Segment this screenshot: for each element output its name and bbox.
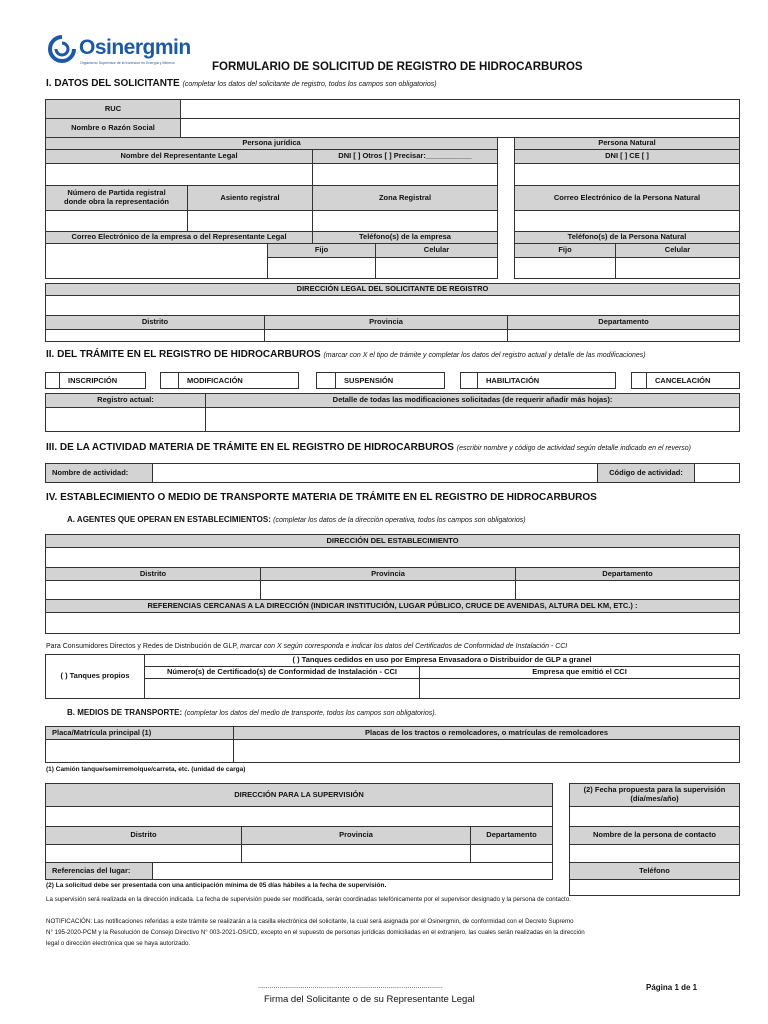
departamento-label: Departamento	[507, 315, 740, 330]
razon-social-input[interactable]	[180, 118, 740, 138]
section-4a-note: (completar los datos de la direcciòn operativa, todos los campos son obligatorios)	[273, 517, 526, 524]
rep-legal-label: Nombre del Representante Legal	[45, 149, 313, 164]
fecha-propuesta-line1: (2) Fecha propuesta para la supervisión	[583, 785, 726, 795]
correo-natural-label: Correo Electrónico de la Persona Natural	[514, 185, 740, 211]
section-3-note: (escribir nombre y código de actividad según detalle indicado en el reverso)	[456, 445, 692, 452]
zona-input[interactable]	[312, 210, 498, 232]
celular-empresa-input[interactable]	[375, 257, 498, 279]
partida-label-line1: Número de Partida registral	[67, 188, 166, 198]
section-4-title: IV. ESTABLECIMIENTO O MEDIO DE TRANSPORTE MATERIA DE TRÁMITE EN EL REGISTRO DE HIDROCARBUROS	[46, 492, 597, 503]
est-provincia-input[interactable]	[260, 580, 516, 600]
empresa-cci-label: Empresa que emitió el CCI	[419, 666, 740, 679]
sup-distrito-label: Distrito	[45, 826, 242, 845]
dni-otros-input[interactable]	[312, 163, 498, 186]
razon-social-label: Nombre o Razón Social	[45, 118, 181, 138]
direccion-establecimiento-input[interactable]	[45, 547, 740, 568]
dni-otros-label: DNI [ ] Otros [ ] Precisar:___________	[312, 149, 498, 164]
sup-departamento-input[interactable]	[470, 844, 553, 863]
zona-label: Zona Registral	[312, 185, 498, 211]
telefono-empresa-label: Teléfono(s) de la empresa	[312, 231, 498, 244]
provincia-label: Provincia	[264, 315, 508, 330]
signature-label: Firma del Solicitante o de su Representante Legal	[264, 994, 475, 1005]
footnote-1: (1) Camión tanque/semirremolque/carreta, etc. (unidad de carga)	[46, 766, 246, 773]
est-departamento-label: Departamento	[515, 567, 740, 581]
sup-provincia-input[interactable]	[241, 844, 471, 863]
section-4b-note: (completar los datos del medio de transporte, todos los campos son obligatorios).	[184, 710, 437, 717]
celular-natural-label: Celular	[615, 243, 740, 258]
rep-legal-input[interactable]	[45, 163, 313, 186]
notificacion-line1: NOTIFICACIÓN: Las notificaciones referidas a este trámite se realizarán a la casilla electrónica del solicitante, la cual será asignada por el Osinergmin, de conformidad con el Decreto Supremo	[46, 918, 574, 925]
form-title: FORMULARIO DE SOLICITUD DE REGISTRO DE HIDROCARBUROS	[212, 61, 583, 73]
telefono-natural-label: Teléfono(s) de la Persona Natural	[514, 231, 740, 244]
provincia-input[interactable]	[264, 329, 508, 342]
section-3-title	[46, 442, 691, 453]
telefono-contacto-input[interactable]	[569, 879, 740, 896]
placas-tractos-label: Placas de los tractos o remolcadores, o matrículas de remolcadores	[233, 726, 740, 740]
sup-distrito-input[interactable]	[45, 844, 242, 863]
habilitacion-option[interactable]: HABILITACIÓN	[477, 372, 616, 389]
signature-line: ...............................................................................................	[258, 983, 443, 990]
asiento-label: Asiento registral	[187, 185, 313, 211]
page-number: Página 1 de 1	[646, 983, 698, 992]
modificacion-checkbox[interactable]	[160, 372, 179, 389]
placa-principal-label: Placa/Matrícula principal (1)	[45, 726, 234, 740]
partida-label-line2: donde obra la representación	[63, 197, 170, 206]
direccion-supervision-header: DIRECCIÓN PARA LA SUPERVISIÓN	[45, 783, 553, 807]
fijo-natural-input[interactable]	[514, 257, 616, 279]
referencias-lugar-input[interactable]	[152, 862, 553, 880]
glp-note-detail: marcar con X según corresponda e indicar los datos del Certificados de Conformidad de Instalación - CCI	[240, 643, 568, 650]
fijo-empresa-input[interactable]	[267, 257, 376, 279]
tanques-cedidos-option[interactable]: ( ) Tanques cedidos en uso por Empresa Envasadora o Distribuidor de GLP a granel	[144, 654, 740, 667]
fijo-empresa-label: Fijo	[267, 243, 376, 258]
suspension-option[interactable]: SUSPENSIÓN	[335, 372, 445, 389]
partida-label	[45, 185, 188, 211]
partida-input[interactable]	[45, 210, 188, 232]
sup-departamento-label: Departamento	[470, 826, 553, 845]
sup-provincia-label: Provincia	[241, 826, 471, 845]
est-distrito-input[interactable]	[45, 580, 261, 600]
modificacion-option[interactable]: MODIFICACIÓN	[178, 372, 299, 389]
referencias-header: REFERENCIAS CERCANAS A LA DIRECCIÓN (INDICAR INSTITUCIÓN, LUGAR PÚBLICO, CRUCE DE AVENIDAS, ALTURA DEL KM, ETC.) :	[45, 599, 740, 613]
telefono-contacto-label: Teléfono	[569, 862, 740, 880]
correo-empresa-input[interactable]	[45, 243, 268, 279]
fecha-propuesta-line2: (día/mes/año)	[630, 794, 679, 803]
est-departamento-input[interactable]	[515, 580, 740, 600]
est-distrito-label: Distrito	[45, 567, 261, 581]
section-2-note: (marcar con X el tipo de trámite y completar los datos del registro actual y detalle de las modificaciones)	[323, 352, 646, 359]
distrito-label: Distrito	[45, 315, 265, 330]
section-4b-heading: B. MEDIOS DE TRANSPORTE:	[67, 708, 183, 717]
logo-tagline: Organismo Supervisor de la Inversión en Energía y Minería	[80, 61, 175, 65]
nombre-contacto-input[interactable]	[569, 844, 740, 863]
footnote-2b: La supervisión será realizada en la dirección indicada. La fecha de supervisión puede ser modificada, serán coordinadas telefónicamente por el supervisor designado y la persona de contacto.	[46, 896, 571, 903]
logo	[48, 35, 208, 71]
ruc-label: RUC	[45, 99, 181, 119]
departamento-input[interactable]	[507, 329, 740, 342]
direccion-establecimiento-header: DIRECCIÓN DEL ESTABLECIMIENTO	[45, 534, 740, 548]
tanques-propios-option[interactable]: ( ) Tanques propios	[45, 654, 145, 699]
asiento-input[interactable]	[187, 210, 313, 232]
est-provincia-label: Provincia	[260, 567, 516, 581]
celular-empresa-label: Celular	[375, 243, 498, 258]
fecha-propuesta-label	[569, 783, 740, 807]
glp-note	[46, 643, 567, 650]
direccion-supervision-input[interactable]	[45, 806, 553, 827]
section-4a-heading: A. AGENTES QUE OPERAN EN ESTABLECIMIENTOS:	[67, 515, 271, 524]
detalle-modificaciones-label: Detalle de todas las modificaciones solicitadas (de requerir añadir más hojas):	[205, 393, 740, 408]
num-certificado-input[interactable]	[144, 678, 420, 699]
referencias-input[interactable]	[45, 612, 740, 634]
cancelacion-checkbox[interactable]	[631, 372, 647, 389]
footnote-2a: (2) La solicitud debe ser presentada con una anticipación mínima de 05 días hábiles a la fecha de supervisión.	[46, 882, 387, 889]
notificacion-line3: legal o dirección electrónica que se haya autorizado.	[46, 940, 191, 947]
section-4a-title	[67, 515, 526, 524]
dni-ce-label: DNI [ ] CE [ ]	[514, 149, 740, 164]
persona-juridica-header: Persona jurídica	[45, 137, 498, 150]
notificacion-line2: N° 195-2020-PCM y la Resolución de Consejo Directivo N° 003-2021-OS/CD, excepto en el supuesto de personas jurídicas domiciliadas en el extranjero, las cuales serán realizadas en la dirección	[46, 929, 585, 936]
fecha-propuesta-input[interactable]	[569, 806, 740, 827]
glp-note-lead: Para Consumidores Directos y Redes de Distribución de GLP,	[46, 643, 239, 650]
inscripcion-checkbox[interactable]	[45, 372, 60, 389]
section-4b-title	[67, 708, 437, 717]
celular-natural-input[interactable]	[615, 257, 740, 279]
suspension-checkbox[interactable]	[316, 372, 336, 389]
registro-actual-label: Registro actual:	[45, 393, 206, 408]
persona-natural-header: Persona Natural	[514, 137, 740, 150]
cancelacion-option[interactable]: CANCELACIÓN	[646, 372, 740, 389]
num-certificado-label: Número(s) de Certificado(s) de Conformidad de Instalación - CCI	[144, 666, 420, 679]
placa-principal-input[interactable]	[45, 739, 234, 763]
codigo-actividad-label: Código de actividad:	[597, 463, 695, 483]
section-1-note: (completar los datos del solicitante de registro, todos los campos son obligatorios)	[182, 81, 437, 88]
correo-natural-input[interactable]	[514, 210, 740, 232]
fijo-natural-label: Fijo	[514, 243, 616, 258]
habilitacion-checkbox[interactable]	[460, 372, 478, 389]
direccion-legal-input[interactable]	[45, 295, 740, 316]
placas-tractos-input[interactable]	[233, 739, 740, 763]
logo-name: Osinergmin	[79, 36, 191, 59]
section-2-title	[46, 349, 646, 360]
nombre-actividad-input[interactable]	[152, 463, 598, 483]
correo-empresa-label: Correo Electrónico de la empresa o del Representante Legal	[45, 231, 313, 244]
section-1-heading: I. DATOS DEL SOLICITANTE	[46, 78, 180, 89]
empresa-cci-input[interactable]	[419, 678, 740, 699]
distrito-input[interactable]	[45, 329, 265, 342]
inscripcion-option[interactable]: INSCRIPCIÓN	[59, 372, 146, 389]
referencias-lugar-label: Referencias del lugar:	[45, 862, 153, 880]
osinergmin-logo-icon	[48, 35, 76, 63]
ruc-input[interactable]	[180, 99, 740, 119]
nombre-contacto-label: Nombre de la persona de contacto	[569, 826, 740, 845]
section-2-heading: II. DEL TRÁMITE EN EL REGISTRO DE HIDROCARBUROS	[46, 349, 321, 360]
nombre-actividad-label: Nombre de actividad:	[45, 463, 153, 483]
direccion-legal-header: DIRECCIÓN LEGAL DEL SOLICITANTE DE REGISTRO	[45, 283, 740, 296]
registro-actual-input[interactable]	[45, 407, 206, 432]
section-3-heading: III. DE LA ACTIVIDAD MATERIA DE TRÁMITE EN EL REGISTRO DE HIDROCARBUROS	[46, 442, 454, 453]
dni-ce-input[interactable]	[514, 163, 740, 186]
section-1-title	[46, 78, 437, 89]
detalle-modificaciones-input[interactable]	[205, 407, 740, 432]
codigo-actividad-input[interactable]	[694, 463, 740, 483]
